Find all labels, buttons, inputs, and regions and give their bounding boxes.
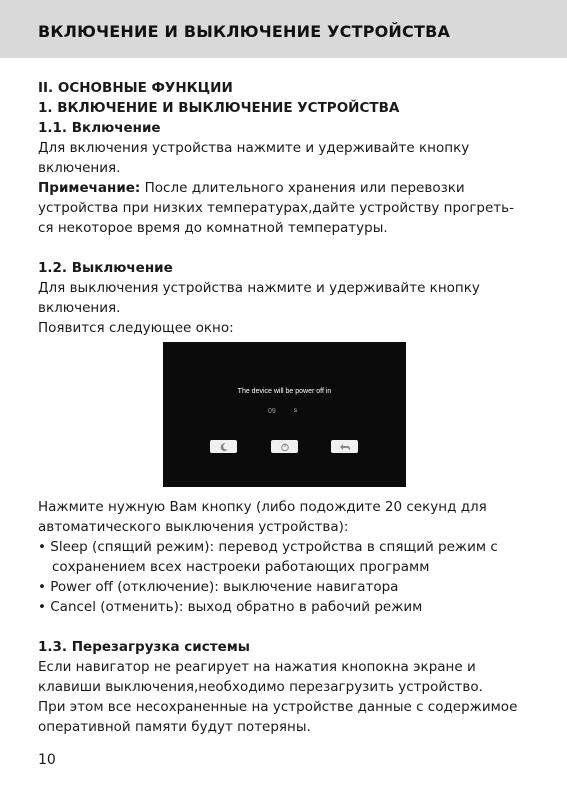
dialog-countdown-unit: s	[294, 408, 297, 414]
options-intro-2: автоматического выключения устройства):	[38, 519, 349, 535]
power-off-button[interactable]	[271, 440, 298, 453]
back-arrow-icon	[339, 437, 351, 456]
cancel-button[interactable]	[331, 440, 358, 453]
note-label: Примечание:	[38, 180, 141, 196]
reboot-line-3: При этом все несохраненные на устройстве данные с содержимое	[38, 699, 518, 715]
reboot-heading: 1.3. Перезагрузка системы	[38, 639, 250, 655]
reboot-line-4: оперативной памяти будут потеряны.	[38, 719, 311, 735]
note-line-1: После длительного хранения или перевозки	[140, 180, 465, 196]
dialog-message: The device will be power off in	[237, 388, 332, 395]
reboot-line-1: Если навигатор не реагирует на нажатия кнопокна экране и	[38, 659, 476, 675]
option-sleep: • Sleep (спящий режим): перевод устройства в спящий режим с сохранением всех настроеки работающих программ	[38, 539, 498, 575]
note-line-3: ся некоторое время до комнатной температуры.	[38, 220, 388, 236]
power-on-heading: 1.1. Включение	[38, 120, 161, 136]
power-on-line-2: включения.	[38, 160, 121, 176]
options-intro-1: Нажмите нужную Вам кнопку (либо подождите 20 секунд для	[38, 499, 487, 515]
note-paragraph	[38, 178, 538, 198]
power-off-dialog-screenshot	[163, 342, 406, 487]
power-icon	[280, 437, 290, 456]
option-power-off: • Power off (отключение): выключение навигатора	[38, 579, 399, 595]
power-off-line-1: Для выключения устройства нажмите и удерживайте кнопку	[38, 280, 480, 296]
dialog-countdown: 09	[268, 408, 276, 415]
options-block	[38, 497, 538, 617]
page-header-title: ВКЛЮЧЕНИЕ И ВЫКЛЮЧЕНИЕ УСТРОЙСТВА	[38, 22, 451, 41]
main-content	[38, 78, 538, 338]
section-heading-sub: 1. ВКЛЮЧЕНИЕ И ВЫКЛЮЧЕНИЕ УСТРОЙСТВА	[38, 100, 400, 116]
moon-icon	[219, 437, 229, 456]
power-on-line-1: Для включения устройства нажмите и удерживайте кнопку	[38, 140, 470, 156]
sleep-button[interactable]	[210, 440, 237, 453]
power-off-line-3: Появится следующее окно:	[38, 320, 234, 336]
option-cancel: • Cancel (отменить): выход обратно в рабочий режим	[38, 599, 423, 615]
power-off-heading: 1.2. Выключение	[38, 260, 173, 276]
reboot-block	[38, 637, 538, 737]
section-heading-main: II. ОСНОВНЫЕ ФУНКЦИИ	[38, 80, 233, 96]
power-off-line-2: включения.	[38, 300, 121, 316]
page-number: 10	[38, 752, 56, 768]
note-line-2: устройства при низких температурах,дайте устройству прогреть-	[38, 200, 514, 216]
reboot-line-2: клавиши выключения,необходимо перезагрузить устройство.	[38, 679, 483, 695]
